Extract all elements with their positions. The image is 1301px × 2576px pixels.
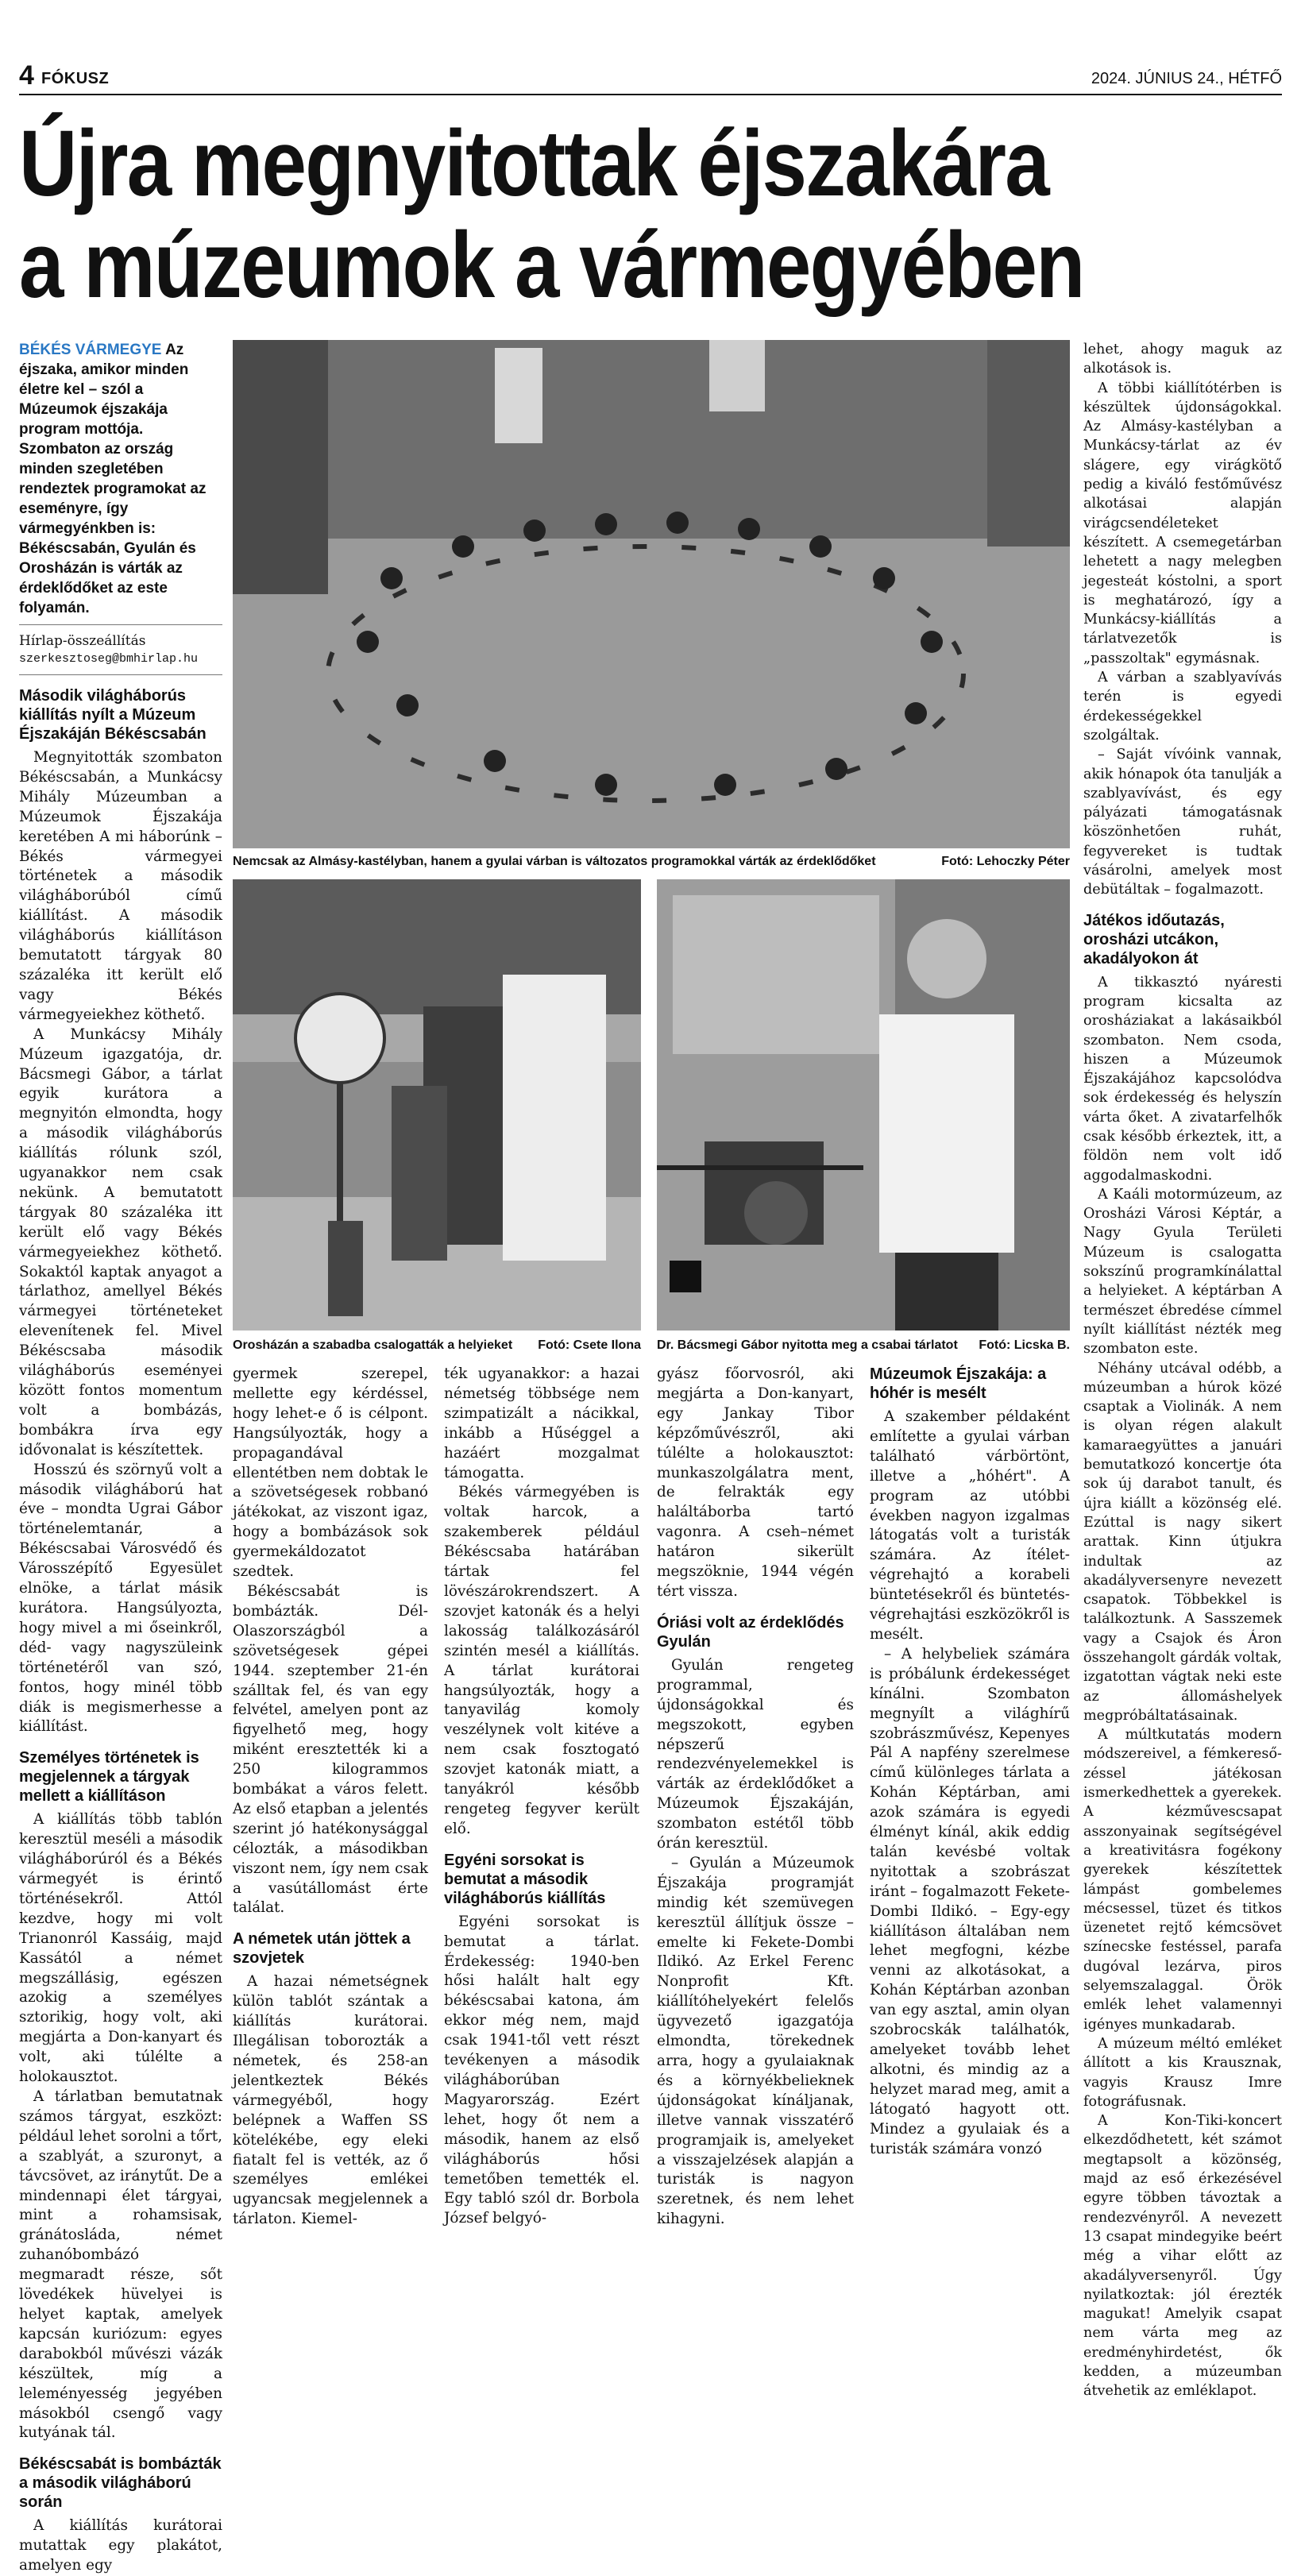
caption-text: Orosházán a szabadba csalogatták a helyieket	[233, 1338, 513, 1352]
paragraph: – Gyulán a Múzeumok Éjszakája programját mindig két szemüvegen keresztül állítjuk össze – emelte ki Fekete-Dombi Ildikó. Az Erkel Ferenc Nonprofit Kft. kiállítóhelyekért felelős ügyvezető igazgatója elmondta, törekednek arra, hogy a gyulaiaknak és a környékbelieknek újdonságokat kínáljanak, illetve vannak visszatérő programjaik is, amelyeket a visszajelzések alapján a turisták is nagyon szeretnek, és nem lehet kihagyni.	[657, 1854, 854, 2228]
photo-caption-top	[233, 853, 1070, 871]
subhead: Játékos időutazás, orosházi utcákon, akadályokon át	[1083, 911, 1225, 967]
byline-divider	[19, 674, 222, 675]
column-6	[1083, 340, 1282, 2401]
caption-text: Nemcsak az Almásy-kastélyban, hanem a gyulai várban is változatos programokkal várták az érdeklődőket	[233, 855, 876, 868]
issue-date: 2024. JÚNIUS 24., HÉTFŐ	[1091, 70, 1282, 87]
paragraph: lehet, ahogy maguk az alkotások is.	[1083, 342, 1282, 377]
paragraph: gyász főorvosról, aki megjárta a Don-kanyart, egy Jankay Tibor képzőművészről, aki túlélte a holokausztot: munkaszolgálatra ment, de felrakták egy haláltáborba tartó vagonra. A cseh–német határon sikerült megszöknie, 1944 végén tért vissza.	[657, 1365, 854, 1600]
subhead: Óriási volt az érdeklődés Gyulán	[657, 1613, 844, 1651]
column-5	[870, 1365, 1070, 2159]
paragraph: A hazai németségnek külön tablót szántak a kiállítás kurátorai. Illegálisan toborozták a németek, és 258-an jelentkeztek Békés vármegyéből, hogy belépnek a Waffen SS kötelékébe, egy eleki fiatalt fel is vették, az ő személyes emlékei ugyancsak megjelennek a tárlaton. Kiemel-	[233, 1973, 428, 2228]
paragraph: A múltkutatás modern módszereivel, a fémkeresőzéssel játékosan ismerkedhettek a gyerekek. A kézművescsapat asszonyainak segítségével a kreativitásra fogékony gyerekek készítettek lámpást gombelemes mécsessel, tüzet és titkos üzenetet rejtő kémcsövet színecske festéssel, parafa dugóval lezárva, piros selyemszalaggal. Örök emlék lehet valamennyi igényes munkadarab.	[1083, 1727, 1282, 2033]
paragraph: A tárlatban bemutatnak számos tárgyat, eszközt: például lehet sorolni a tőrt, a szablyát, a szuronyt, a távcsövet, az iránytűt. De a mindennapi élet tárgyai, mint a rohamsisak, gránátosláda, német zuhanóbombázó megmaradt része, sőt lövedékek hüvelyei is helyet kaptak, amelyek kapcsán kuriózum: egyes darabokból művészi vázák készültek, míg a leleményesség jegyében másokból csengő vagy kutyának tál.	[19, 2088, 222, 2442]
paragraph: Néhány utcával odébb, a múzeumban a húrok közé csaptak a Violinák. A nem is olyan régen alakult kamaraegyüttes a januári bemutatkozó koncertje óta sok új darabot tanult, és újra kiállt a közönség elé. Ezúttal is nagy sikert arattak. Kinn útjukra indultak az akadályversenyre nevezett csapatok. Többekkel is találkoztunk. A Sasszemek vagy a Csajok és Áron összehangolt gárdák voltak, izgatottan vágtak neki este az állomáshelyek megpróbáltatásainak.	[1083, 1360, 1282, 1724]
paragraph: Hosszú és szörnyű volt a második világháború hat éve – mondta Ugrai Gábor történelemtanár, a Békéscsabai Városvédő és Városszépítő Egyesület elnöke, a tárlat másik kurátora. Hangsúlyozta, hogy mivel a mi őseinkről, déd- vagy nagyszüleink történetéről van szó, fontos, hogy minél több diák is megismerhesse a kiállítást.	[19, 1461, 222, 1736]
subhead: A németek után jöttek a szovjetek	[233, 1930, 411, 1968]
photo-caption-bottom-left	[233, 1337, 641, 1354]
paragraph: A szakember példaként említette a gyulai várban található várbörtönt, illetve a „hóhért". A program az utóbbi években nagyon izgalmas látogatás volt a turisták számára. Az ítélet-végrehajtó a korabeli büntetésekről és büntetés-végrehajtási eszközökről is mesélt.	[870, 1408, 1070, 1643]
paragraph: Megnyitották szombaton Békéscsabán, a Munkácsy Mihály Múzeumban a Múzeumok Éjszakája keretében A mi háborúnk – Békés vármegyei történetek a második világháborúból című kiállítást. A második világháborús kiállításon bemutatott tárgyak 80 százaléka itt került elő vagy Békés vármegyeiekhez köthető.	[19, 749, 222, 1023]
byline-email[interactable]: szerkesztoseg@bmhirlap.hu	[19, 652, 199, 666]
headline	[19, 113, 1283, 316]
photo-bacsmegi	[657, 879, 1070, 1330]
photo-caption-bottom-right	[657, 1337, 1070, 1354]
photo-bacsmegi-image	[657, 879, 1070, 1330]
paragraph: Gyulán rengeteg programmal, újdonságokkal és megszokott, egyben népszerű rendezvényelemekkel is várták az érdeklődőket a Múzeumok Éjszakáján, szombaton estétől több órán keresztül.	[657, 1656, 854, 1852]
paragraph: gyermek szerepel, mellette egy kérdéssel, hogy lehet-e ő is célpont. Hangsúlyozták, hogy a propagandával ellentétben nem dobtak le a szövetségesek robbanó játékokat, az viszont igaz, hogy a bombázások sok gyermekáldozatot szedtek.	[233, 1365, 428, 1581]
lead-text: Az éjszaka, amikor minden életre kel – szól a Múzeumok éjszakája program mottója. Szombaton az ország minden szegletében rendeztek programokat az eseményre, így vármegyénkben is: Békéscsabán, Gyulán és Orosházán is várták az érdeklődőket az este folyamán.	[19, 342, 207, 616]
lead-paragraph	[19, 340, 222, 618]
subhead: Második világháborús kiállítás nyílt a Múzeum Éjszakáján Békéscsabán	[19, 687, 207, 743]
paragraph: Békéscsabát is bombázták. Dél-Olaszországból a szövetségesek gépei 1944. szeptember 21-én szálltak fel, és van egy felvétel, amelyen pont az figyelhető meg, hogy miként eresztették ki a 250 kilogrammos bombákat a város felett. Az első etapban a jelentés szerint jó hatékonysággal célozták, a másodikban viszont nem, így nem csak a vasútállomást érte találat.	[233, 1582, 428, 1917]
column-4	[657, 1365, 854, 2230]
column-1	[19, 340, 222, 2576]
subhead: Személyes történetek is megjelennek a tárgyak mellett a kiállításon	[19, 1749, 199, 1806]
photo-credit: Fotó: Licska B.	[979, 1338, 1070, 1352]
paragraph: – A helybeliek számára is próbálunk érdekességet kínálni. Szombaton megnyílt a világhírű szobrászművész, Kepenyes Pál A napfény szerelmese című különleges tárlata a Kohán Képtárban, ami azok számára is egyedi élményt kínál, akik eddig talán kevésbé voltak nyitottak a szobrászat iránt – fogalmazott Fekete-Dombi Ildikó. – Egy-egy kiállításon általában nem lehet megfogni, kézbe venni az alkotásokat, a Kohán Képtárban azonban van egy asztal, amin olyan szobrocskák találhatók, amelyeket tovább lehet alkotni, és mindig az a helyzet marad meg, amit a látogató hagyott ott. Mindez a gyulaiak és a turisták számára vonzó	[870, 1645, 1070, 2157]
lead-divider	[19, 624, 222, 625]
paragraph: A Kon-Tiki-koncert elkezdődhetett, két számot megtapsolt a közönség, majd az eső érkezésével egyre többen távoztak a rendezvényről. A nevezett 13 csapat mindegyike beért még a vihar előtt az akadályversenyről. Úgy nyilatkoztak: jól érezték magukat! Amelyik csapat nem vártа meg az eredményhirdetést, ők kedden, a múzeumban átvehetik az emléklapot.	[1083, 2113, 1282, 2400]
photo-oroshaza	[233, 879, 641, 1330]
column-3	[444, 1365, 639, 2229]
paragraph: A tikkasztó nyáresti program kicsalta az orosháziakat a lakásaikból szombaton. Nem csoda, hiszen a Múzeumok Éjszakájához kapcsolódva sok érdekesség és helyszín várta őket. A zivatarfelhők csak később érkeztek, itt, a földön nem volt idő aggodalmaskodni.	[1083, 974, 1282, 1184]
paragraph: ték ugyanakkor: a hazai németség többsége nem szimpatizált a nácikkal, inkább a Hűséggel a hazáért mozgalmat támogatta.	[444, 1365, 639, 1481]
paragraph: A Munkácsy Mihály Múzeum igazgatója, dr. Bácsmegi Gábor, a tárlat egyik kurátora a megnyitón elmondta, hogy a második világháborús kiállítás rólunk szól, ugyanakkor nem csak nekünk. A bemutatott tárgyak 80 százaléka itt került elő vagy Békés vármegyeiekhez köthető. Sokaktól kaptak anyagot a tárlathoz, amellyel Békés vármegyei történeteket elevenítenek fel. Mivel Békéscsaba második világháborús eseményei között fontos momentum volt a bombázás, bombákra írva egy idővonalat is készítettek.	[19, 1025, 222, 1458]
paragraph: A múzeum méltó emléket állított a kis Krausznak, vagyis Krausz Imre fotográfusnak.	[1083, 2035, 1282, 2110]
subhead: Békéscsabát is bombázták a második világháború során	[19, 2455, 222, 2512]
subhead: Egyéni sorsokat is bemutat a második világháborús kiállítás	[444, 1851, 606, 1907]
photo-credit: Fotó: Lehoczky Péter	[941, 855, 1070, 868]
paragraph: Egyéni sorsokat is bemutat a tárlat. Érdekesség: 1940-ben hősi halált halt egy békéscsabai katona, ám ekkor még nem, majd csak 1941-től vett részt tevékenyen a második világháborúban Magyarország. Ezért lehet, hogy őt nem a második, hanem az első világháborús hősi temetőben temették el. Egy tabló szól dr. Borbola József belgyó-	[444, 1913, 639, 2227]
photo-oroshaza-image	[233, 879, 641, 1330]
caption-text: Dr. Bácsmegi Gábor nyitotta meg a csabai tárlatot	[657, 1338, 958, 1352]
paragraph: A többi kiállítótérben is készültek újdonságokkal. Az Almásy-kastélyban a Munkácsy-tárlat az év slágere, egy virágkötő pedig a kiváló festőművész alkotásai alapján virágcsendéleteket készített. A csemegetárban lehetett a nagy melegben jegesteát kóstolni, a sport is meghatározó, így a Munkácsy-kiállítás a tárlatvezetők is „passzoltak" egymásnak.	[1083, 380, 1282, 666]
headline-line-2: a múzeumok a vármegyében	[19, 213, 1084, 318]
photo-credit: Fotó: Csete Ilona	[538, 1338, 641, 1352]
paragraph: A kiállítás kurátorai mutattak egy plakátot, amelyen egy	[19, 2517, 222, 2574]
section-label: FÓKUSZ	[41, 70, 110, 87]
paragraph: Békés vármegyében is voltak harcok, a szakemberek például Békéscsaba határában tártak fel lövészárokrendszert. A szovjet katonák és a helyi lakosság találkozásáról szintén mesél a kiállítás. A tárlat kurátorai hangsúlyozták, hogy a tanyavilág komoly veszélynek volt kitéve a nem csak fosztogató szovjet katonák miatt, a tanyákról később rengeteg fegyver került elő.	[444, 1484, 639, 1837]
byline: Hírlap-összeállítás	[19, 633, 146, 649]
header-rule	[19, 94, 1282, 95]
column-2	[233, 1365, 428, 2230]
paragraph: A várban a szablyavívás terén is egyedi érdekességekkel szolgáltak.	[1083, 670, 1282, 743]
paragraph: A kiállítás több tablón keresztül meséli a második világháborúról és a Békés vármegyét is érintő történésekről. Attól kezdve, hogy mi volt Trianonról Kassáig, majd Kassától a német megszállásig, egészen azokig a személyes sztorikig, hogy volt, aki megjárta a Don-kanyart és volt, aki túlélte a holokausztot.	[19, 1811, 222, 2086]
headline-line-1: Újra megnyitottak éjszakára	[19, 111, 1048, 216]
lead-kicker: BÉKÉS VÁRMEGYE	[19, 342, 162, 358]
paragraph: – Saját vívóink vannak, akik hónapok óta tanulják a szablyavívást, és egy pályázati támogatásnak köszönhetően ruhát, fegyvereket is tudtak vásárolni, amelyek most debütáltak – fogalmazott.	[1083, 747, 1282, 898]
page-number: 4	[19, 60, 34, 91]
photo-circle-dance	[233, 340, 1070, 848]
subhead: Múzeumok Éjszakája: a hóhér is mesélt	[870, 1365, 1047, 1402]
paragraph: A Kaáli motormúzeum, az Orosházi Városi Képtár, a Nagy Gyula Területi Múzeum is csalogatta sokszínű programkínálattal a helyieket. A képtárban A természet ébredése címmel nyílt kiállítást nézték meg szombaton este.	[1083, 1186, 1282, 1358]
photo-circle-dance-image	[233, 340, 1070, 848]
